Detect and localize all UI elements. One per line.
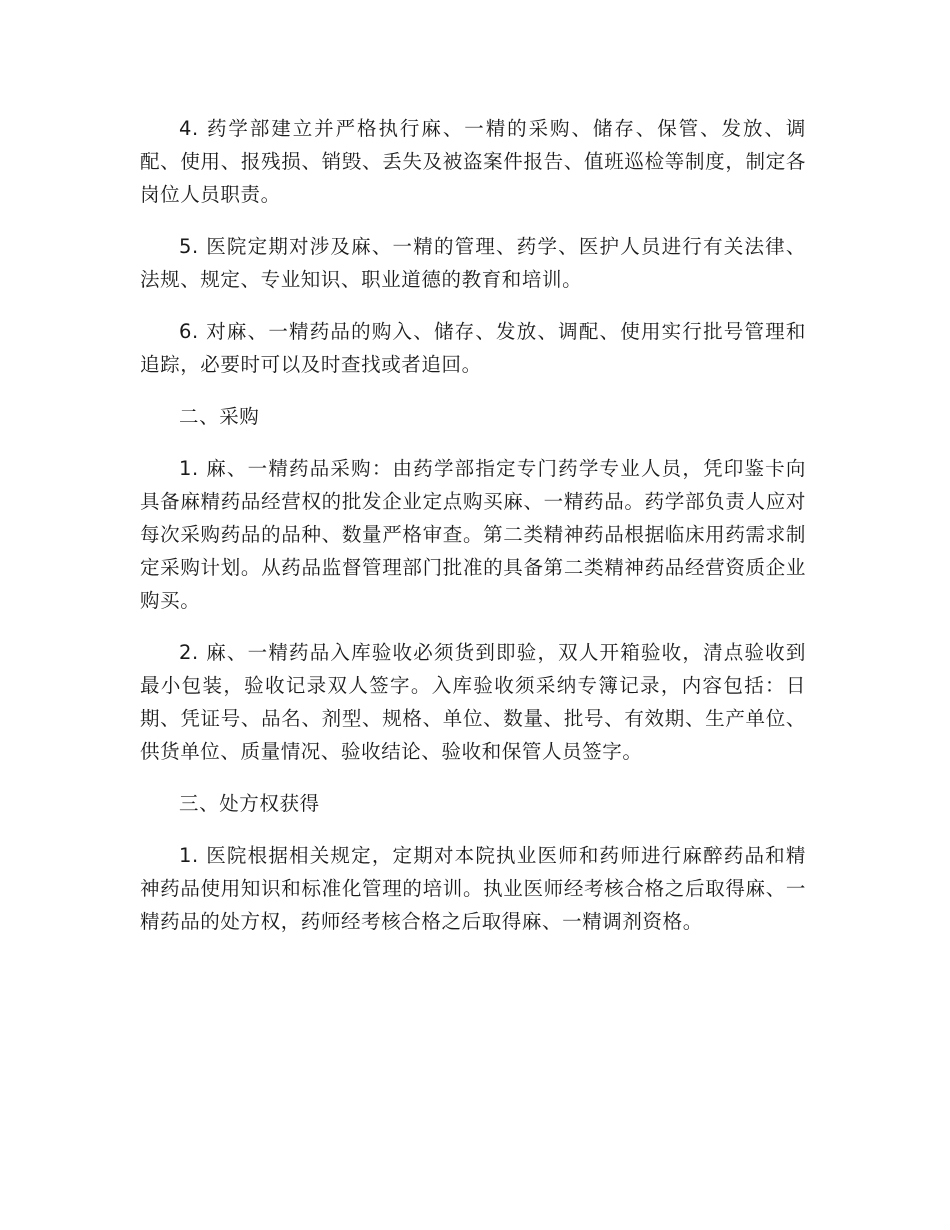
- document-body: [140, 112, 806, 957]
- paragraph-procurement-1: 1. 麻、一精药品采购：由药学部指定专门药学专业人员，凭印鉴卡向具备麻精药品经营权的批发企业定点购买麻、一精药品。药学部负责人应对每次采购药品的品种、数量严格审查。第二类精神药品根据临床用药需求制定采购计划。从药品监督管理部门批准的具备第二类精神药品经营资质企业购买。: [140, 457, 806, 612]
- section-heading-procurement: 二、采购: [179, 405, 260, 428]
- paragraph-item-5: 5. 医院定期对涉及麻、一精的管理、药学、医护人员进行有关法律、法规、规定、专业知识、职业道德的教育和培训。: [140, 235, 806, 291]
- paragraph-procurement-2: 2. 麻、一精药品入库验收必须货到即验，双人开箱验收，清点验收到最小包装，验收记录双人签字。入库验收须采纳专簿记录，内容包括：日期、凭证号、品名、剂型、规格、单位、数量、批号、有效期、生产单位、供货单位、质量情况、验收结论、验收和保管人员签字。: [140, 641, 806, 763]
- paragraph-prescription-1: 1. 医院根据相关规定，定期对本院执业医师和药师进行麻醉药品和精神药品使用知识和标准化管理的培训。执业医师经考核合格之后取得麻、一精药品的处方权，药师经考核合格之后取得麻、一精调剂资格。: [140, 844, 806, 933]
- section-heading-prescription: 三、处方权获得: [179, 792, 320, 815]
- paragraph-item-4: 4. 药学部建立并严格执行麻、一精的采购、储存、保管、发放、调配、使用、报残损、销毁、丢失及被盗案件报告、值班巡检等制度，制定各岗位人员职责。: [140, 117, 806, 206]
- paragraph-item-6: 6. 对麻、一精药品的购入、储存、发放、调配、使用实行批号管理和追踪，必要时可以及时查找或者追回。: [140, 320, 806, 376]
